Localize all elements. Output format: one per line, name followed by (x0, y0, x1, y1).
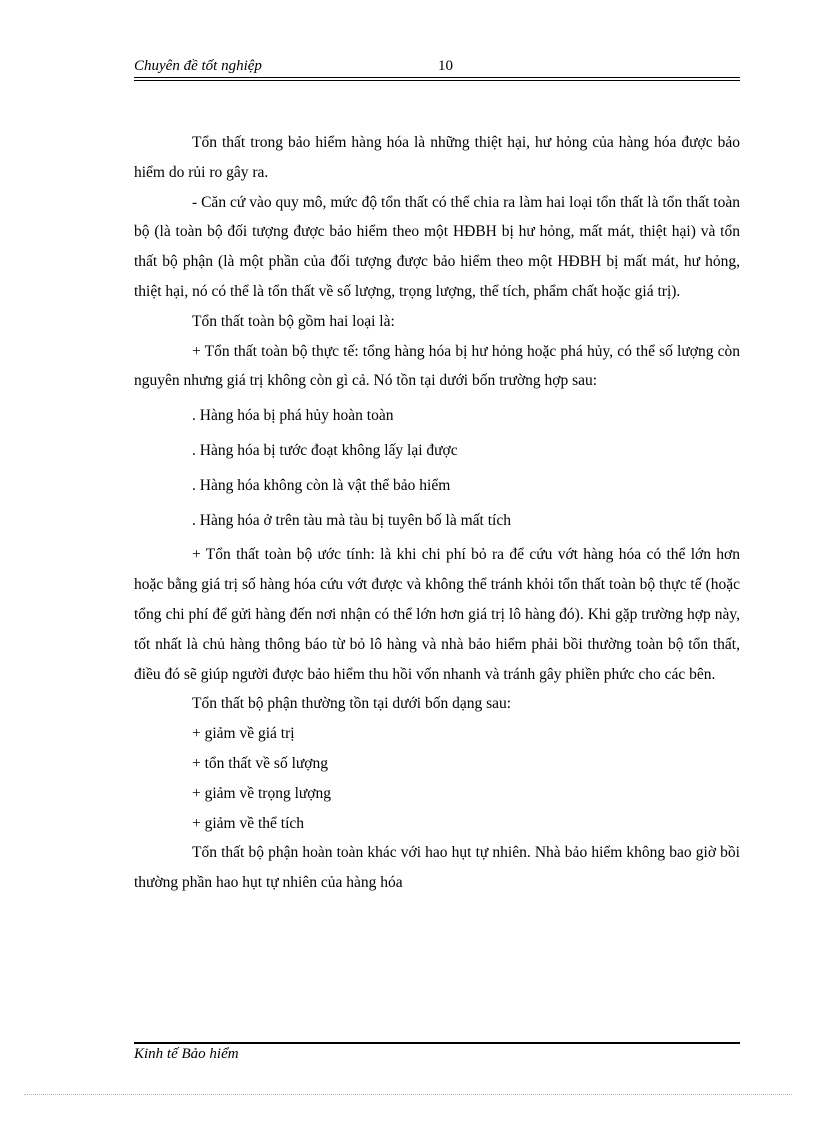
paragraph: Tổn thất trong bảo hiểm hàng hóa là những thiệt hại, hư hỏng của hàng hóa được bảo hiểm do rủi ro gây ra. (134, 134, 740, 181)
list-item: + giảm về giá trị (192, 725, 295, 743)
document-body (134, 128, 740, 898)
list-item: . Hàng hóa bị tước đoạt không lấy lại được (192, 441, 458, 459)
footer-text: Kinh tế Bảo hiểm (134, 1046, 239, 1062)
list-item: + giảm về trọng lượng (192, 784, 331, 802)
header-title: Chuyên đề tốt nghiệp (134, 58, 262, 74)
list-item: + giảm về thể tích (192, 814, 305, 832)
paragraph: Tổn thất toàn bộ gồm hai loại là: (192, 312, 395, 330)
paragraph: + Tổn thất toàn bộ thực tế: tổng hàng hóa bị hư hỏng hoặc phá hủy, có thể số lượng còn nguyên nhưng giá trị không còn gì cả. Nó tồn tại dưới bốn trường hợp sau: (134, 342, 740, 390)
paragraph: - Căn cứ vào quy mô, mức độ tổn thất có thể chia ra làm hai loại tổn thất là tổn thất toàn bộ (là toàn bộ đối tượng được bảo hiểm theo một HĐBH bị hư hỏng, mất mát, thiệt hại) và tổn thất bộ phận (là một phần của đối tượng được bảo hiểm theo một HĐBH bị mất mát, hư hỏng, thiệt hại, nó có thể là tổn thất về số lượng, trọng lượng, thể tích, phẩm chất hoặc giá trị). (134, 193, 740, 300)
page-edge-divider (24, 1094, 792, 1095)
paragraph: + Tổn thất toàn bộ ước tính: là khi chi phí bỏ ra để cứu vớt hàng hóa có thể lớn hơn hoặc bằng giá trị số hàng hóa cứu vớt được và không thể tránh khỏi tổn thất toàn bộ thực tế (hoặc tổng chi phí để gửi hàng đến nơi nhận có thể lớn hơn giá trị lô hàng đó). Khi gặp trường hợp này, tốt nhất là chủ hàng thông báo từ bỏ lô hàng và nhà bảo hiểm phải bồi thường toàn bộ tổn thất, điều đó sẽ giúp người được bảo hiểm thu hồi vốn nhanh và tránh gây phiền phức cho các bên. (134, 546, 740, 683)
list-item: . Hàng hóa bị phá hủy hoàn toàn (192, 407, 394, 425)
paragraph: Tổn thất bộ phận thường tồn tại dưới bốn dạng sau: (192, 695, 512, 713)
header-rule-bottom (134, 80, 740, 81)
page-header (134, 58, 740, 82)
paragraph: Tổn thất bộ phận hoàn toàn khác với hao hụt tự nhiên. Nhà bảo hiểm không bao giờ bồi thường phần hao hụt tự nhiên của hàng hóa (134, 844, 740, 892)
list-item: . Hàng hóa không còn là vật thể bảo hiểm (192, 476, 451, 494)
footer-rule (134, 1042, 740, 1044)
list-item: + tổn thất về số lượng (192, 754, 328, 772)
page-number: 10 (438, 58, 453, 74)
header-rule-top (134, 77, 740, 78)
list-item: . Hàng hóa ở trên tàu mà tàu bị tuyên bố là mất tích (192, 511, 511, 529)
